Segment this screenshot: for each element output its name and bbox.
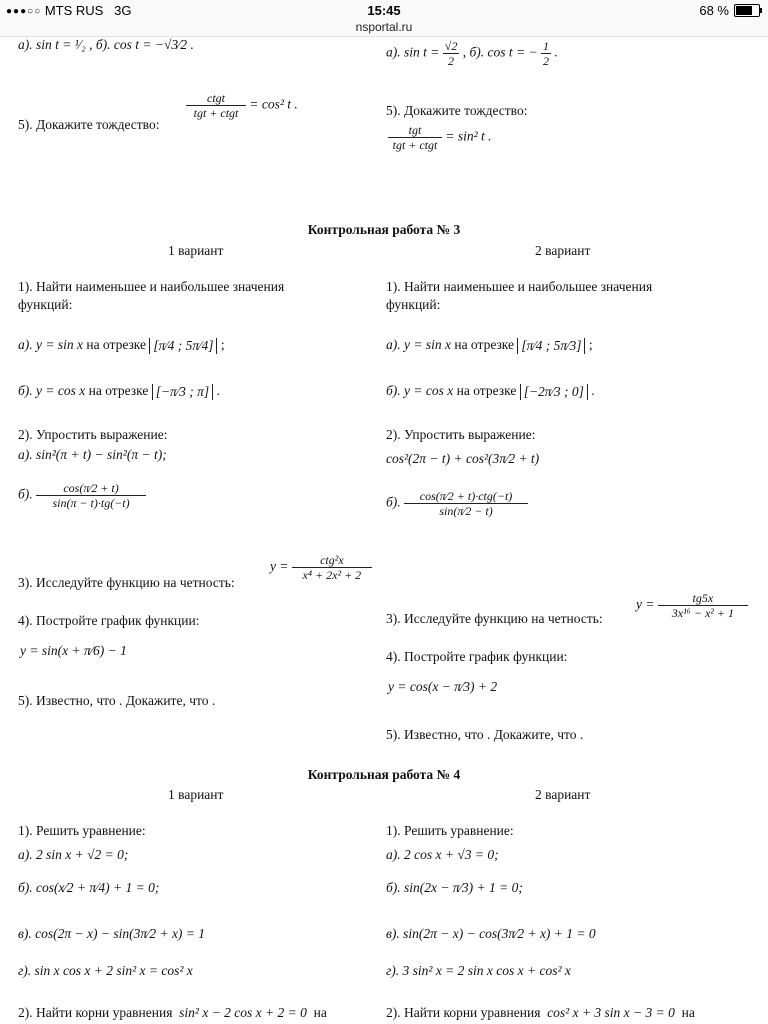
kr3-r-task5: 5). Известно, что . Докажите, что .: [386, 727, 584, 742]
kr4-variant1: 1 вариант: [168, 787, 224, 802]
kr3-r-task4-func: y = cos(x − π⁄3) + 2: [388, 679, 498, 694]
kr4-variant2: 2 вариант: [535, 787, 591, 802]
kr3-r-task1-b: функций:: [386, 297, 441, 312]
kr3-r-task4: 4). Постройте график функции:: [386, 649, 568, 664]
kr3-l-task5: 5). Известно, что . Докажите, что .: [18, 693, 216, 708]
kr4-l-task1a: а). 2 sin x + √2 = 0;: [18, 847, 129, 862]
kr4-l-task2: 2). Найти корни уравнения sin² x − 2 cos x + 2 = 0 на: [18, 1005, 327, 1020]
kr4-r-task2: 2). Найти корни уравнения cos² x + 3 sin x − 3 = 0 на: [386, 1005, 695, 1020]
left-prove-label: 5). Докажите тождество:: [18, 117, 160, 132]
kr3-l-task3: 3). Исследуйте функцию на четность:: [18, 575, 235, 590]
battery-status: [699, 3, 760, 18]
top-left-a: а). sin t = ¹⁄₂ , б). cos t = −√3⁄2 .: [18, 37, 194, 52]
right-prove-label: 5). Докажите тождество:: [386, 103, 528, 118]
kr4-r-task1d: г). 3 sin² x = 2 sin x cos x + cos² x: [386, 963, 571, 978]
document-page: [0, 37, 768, 1024]
kr3-variant1: 1 вариант: [168, 243, 224, 258]
kr4-r-task1a: а). 2 cos x + √3 = 0;: [386, 847, 499, 862]
kr4-r-task1c: в). sin(2π − x) − cos(3π⁄2 + x) + 1 = 0: [386, 926, 596, 941]
signal-icon: ●●●○○: [6, 6, 42, 17]
kr3-r-task3-func: y = $\frac{tg5x}{\text{3x¹⁶ − x² + 1}}$: [636, 591, 748, 620]
kr3-l-task2: 2). Упростить выражение:: [18, 427, 168, 442]
clock: 15:45: [367, 3, 401, 18]
kr3-l-task3-func: y = $\frac{\text{ctg²x}}{\text{x⁴ + 2x² + 2}}$: [270, 553, 372, 582]
address-url[interactable]: nsportal.ru: [355, 20, 413, 34]
kr3-l-task2a: а). sin²(π + t) − sin²(π − t);: [18, 447, 167, 462]
kr3-r-task2a: cos²(2π − t) + cos²(3π⁄2 + t): [386, 451, 540, 466]
carrier-name: MTS RUS: [44, 3, 104, 18]
kr3-r-task1b: б). y = cos x на отрезке [−2π⁄3 ; 0] .: [386, 383, 595, 399]
kr3-title: Контрольная работа № 3: [307, 222, 461, 237]
battery-icon: [734, 4, 760, 17]
kr3-r-task3: 3). Исследуйте функцию на четность:: [386, 611, 603, 626]
kr3-l-task4-func: y = sin(x + π⁄6) − 1: [20, 643, 127, 658]
kr3-l-task2b: б). $\frac{\cos(\pi⁄2 + t)}{\sin(\pi - t)\cdot tg(-t)}$: [18, 481, 146, 510]
kr4-l-task1: 1). Решить уравнение:: [18, 823, 146, 838]
kr3-l-task1a: а). y = sin x на отрезке [π⁄4 ; 5π⁄4] ;: [18, 337, 225, 353]
left-identity: $\frac{\text{ctgt}}{\text{tgt + ctgt}}$ = cos² t .: [186, 91, 298, 120]
kr4-r-task1: 1). Решить уравнение:: [386, 823, 514, 838]
right-identity: $\frac{\text{tgt}}{\text{tgt + ctgt}}$ = sin² t .: [388, 123, 492, 152]
kr3-l-task1: 1). Найти наименьшее и наибольшее значения: [18, 279, 285, 294]
kr3-r-task1a: а). y = sin x на отрезке [π⁄4 ; 5π⁄3] ;: [386, 337, 593, 353]
kr3-r-task2: 2). Упростить выражение:: [386, 427, 536, 442]
kr4-l-task1d: г). sin x cos x + 2 sin² x = cos² x: [18, 963, 193, 978]
kr3-l-task1-b: функций:: [18, 297, 73, 312]
kr4-r-task1b: б). sin(2x − π⁄3) + 1 = 0;: [386, 880, 523, 895]
kr4-l-task1c: в). cos(2π − x) − sin(3π⁄2 + x) = 1: [18, 926, 206, 941]
kr3-r-task2b: б). $\frac{\text{cos(π⁄2 + t)·ctg(−t)}}{\sin(\pi⁄2 - t)}$: [386, 489, 528, 518]
kr3-l-task1b: б). y = cos x на отрезке [−π⁄3 ; π] .: [18, 383, 220, 399]
kr3-r-task1: 1). Найти наименьшее и наибольшее значения: [386, 279, 653, 294]
kr3-variant2: 2 вариант: [535, 243, 591, 258]
kr4-l-task1b: б). cos(x⁄2 + π⁄4) + 1 = 0;: [18, 880, 160, 895]
top-right-a: а). sin t = $\frac{√2}{2}$ , б). cos t = − $\frac{1}{2}$ .: [386, 39, 558, 68]
network-type: 3G: [114, 3, 132, 18]
status-bar: [0, 0, 768, 37]
kr4-title: Контрольная работа № 4: [307, 767, 461, 782]
battery-percent: 68 %: [699, 3, 729, 18]
kr3-l-task4: 4). Постройте график функции:: [18, 613, 200, 628]
